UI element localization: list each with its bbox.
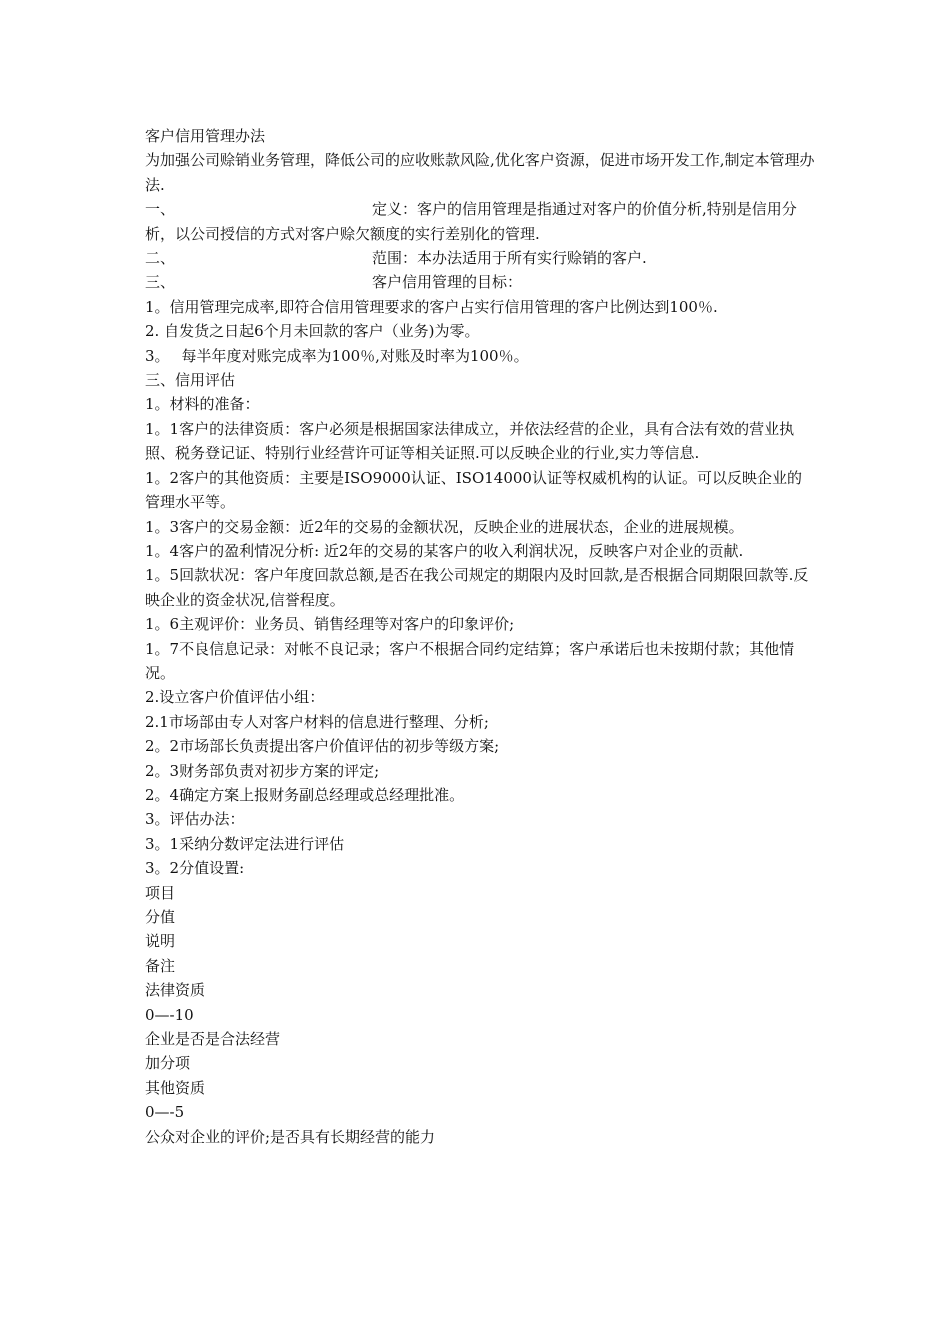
material-item: 1。1客户的法律资质：客户必须是根据国家法律成立，并依法经营的企业，具有合法有效的营业执照、税务登记证、特别行业经营许可证等相关证照.可以反映企业的行业,实力等信息. (145, 419, 795, 463)
table-line: 0—-10 (145, 1005, 194, 1024)
goal-number: 3。 (145, 346, 170, 365)
table-line: 分值 (145, 908, 176, 926)
material-item: 1。3客户的交易金额：近2年的交易的金额状况，反映企业的进展状态，企业的进展规模。 (145, 517, 744, 536)
section-number: 三、 (145, 273, 176, 292)
section-heading: 三、信用评估 (145, 371, 236, 390)
goal-item (145, 344, 815, 368)
section-text: 范围：本办法适用于所有实行赊销的客户. (372, 249, 647, 268)
table-line: 公众对企业的评价;是否具有长期经营的能力 (145, 1127, 436, 1146)
score-table-text (145, 881, 815, 1149)
material-item: 1。6主观评价：业务员、销售经理等对客户的印象评价; (145, 615, 515, 634)
group-item: 2。3财务部负责对初步方案的评定; (145, 761, 380, 780)
document-page (145, 124, 815, 1149)
material-item: 1。4客户的盈利情况分析: 近2年的交易的某客户的收入利润状况，反映客户对企业的贡献. (145, 541, 744, 560)
section-definition (145, 197, 815, 246)
material-item: 1。7不良信息记录：对帐不良记录；客户不根据合同约定结算；客户承诺后也未按期付款；其他情况。 (145, 639, 795, 682)
table-line: 法律资质 (145, 981, 206, 1000)
subsection-heading: 3。评估办法： (145, 810, 245, 829)
group-item: 2.1市场部由专人对客户材料的信息进行整理、分析; (145, 712, 489, 731)
section-scope (145, 246, 815, 270)
subsection-heading: 1。材料的准备： (145, 395, 260, 414)
section-number: 一、 (145, 200, 176, 219)
subsection-heading: 2.设立客户价值评估小组： (145, 688, 325, 707)
goal-item: 2. 自发货之日起6个月未回款的客户（业务)为零。 (145, 322, 480, 341)
table-line: 企业是否是合法经营 (145, 1030, 281, 1049)
group-item: 2。2市场部长负责提出客户价值评估的初步等级方案; (145, 737, 500, 756)
section-text: 定义：客户的信用管理是指通过对客户的价值分析,特别是信用分析，以公司授信的方式对客户赊欠额度的实行差别化的管理. (145, 200, 797, 243)
section-number: 二、 (145, 249, 176, 268)
group-item: 2。4确定方案上报财务副总经理或总经理批准。 (145, 785, 465, 804)
table-line: 说明 (145, 932, 176, 951)
table-line: 项目 (145, 883, 176, 902)
goal-text: 每半年度对账完成率为100％,对账及时率为100％。 (181, 346, 529, 365)
section-text: 客户信用管理的目标： (372, 273, 523, 292)
table-line: 其他资质 (145, 1078, 206, 1097)
goal-item: 1。信用管理完成率,即符合信用管理要求的客户占实行信用管理的客户比例达到100％. (145, 297, 718, 316)
method-item: 3。1采纳分数评定法进行评估 (145, 834, 345, 853)
table-line: 备注 (145, 956, 176, 975)
section-goals (145, 270, 815, 294)
material-item: 1。5回款状况：客户年度回款总额,是否在我公司规定的期限内及时回款,是否根据合同期限回款等.反映企业的资金状况,信誉程度。 (145, 566, 809, 609)
document-title: 客户信用管理办法 (145, 127, 266, 145)
intro-paragraph: 为加强公司赊销业务管理，降低公司的应收账款风险,优化客户资源，促进市场开发工作,制定本管理办法. (145, 151, 815, 194)
table-line: 加分项 (145, 1054, 191, 1073)
method-item: 3。2分值设置: (145, 859, 245, 878)
material-item: 1。2客户的其他资质：主要是ISO9000认证、ISO14000认证等权威机构的认证。可以反映企业的管理水平等。 (145, 468, 802, 512)
table-line: 0—-5 (145, 1103, 185, 1122)
